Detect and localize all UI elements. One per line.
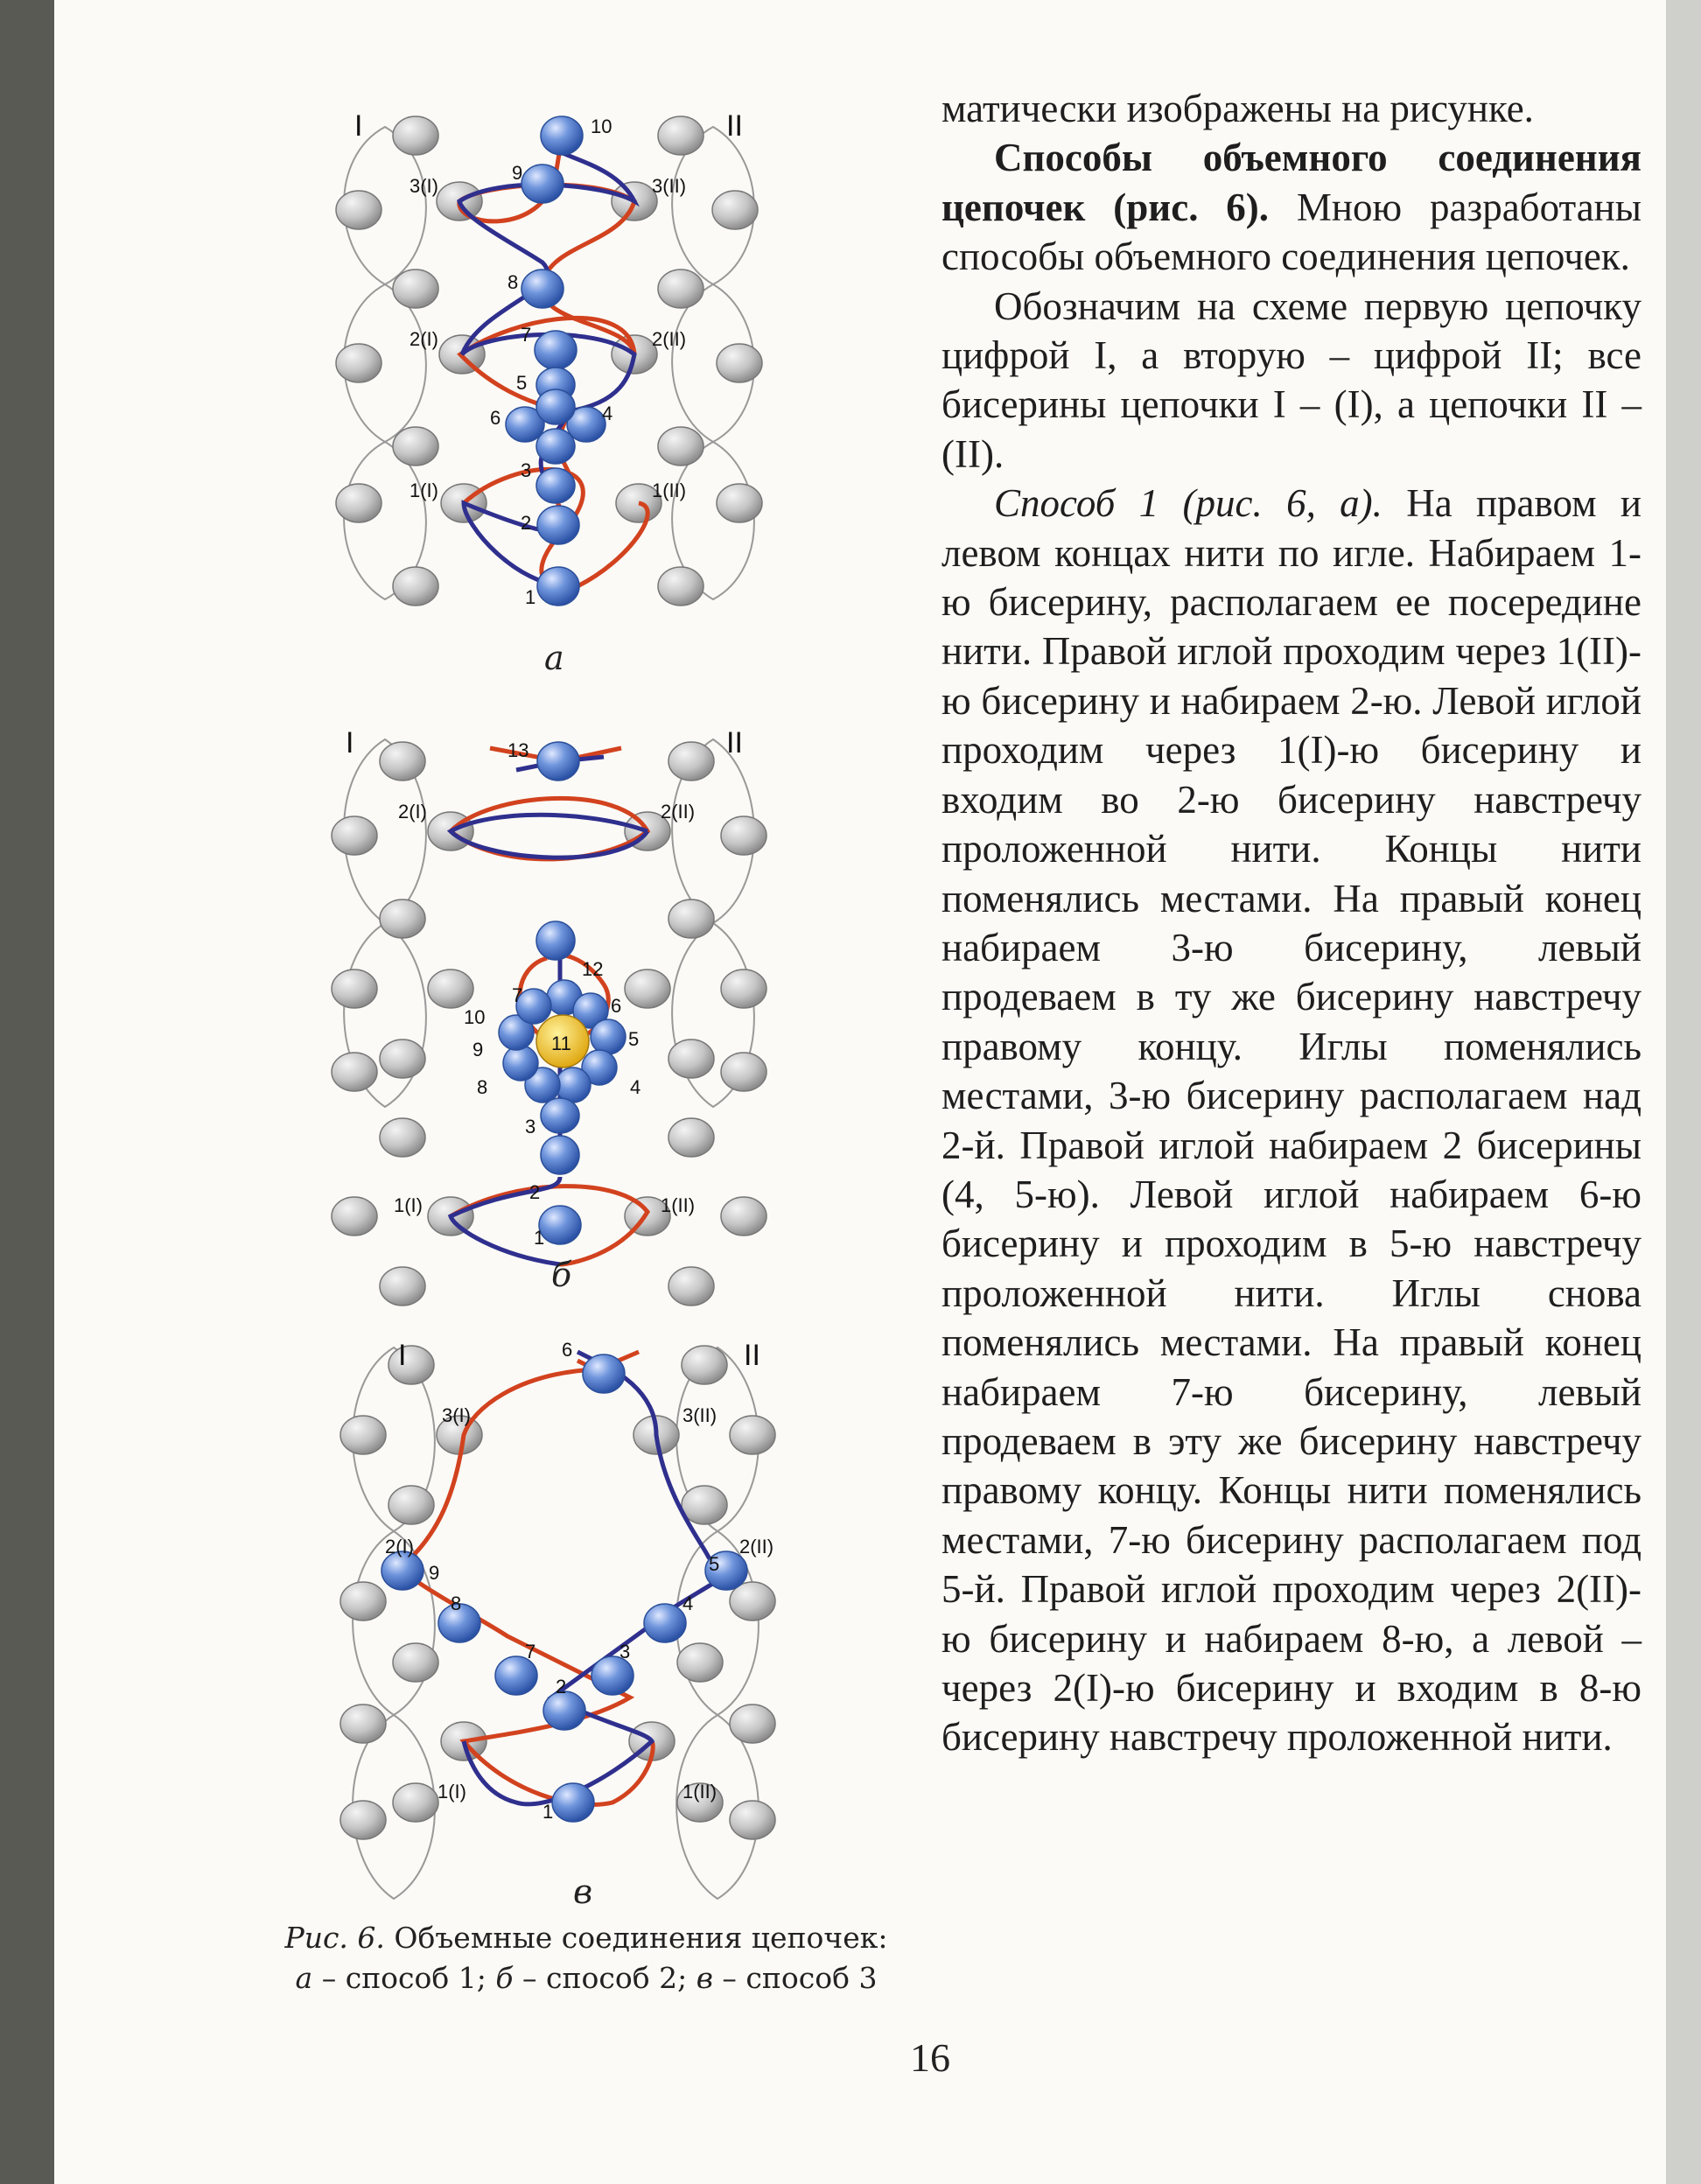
diagram-b (332, 726, 766, 1306)
caption-a-key: а (295, 1961, 313, 1995)
sublabel-a: а (544, 639, 564, 677)
bead-4-c: 4 (682, 1592, 694, 1614)
bead-6-b: 6 (611, 995, 622, 1017)
label-2I-c: 2(I) (385, 1536, 414, 1558)
section-heading: Способы объемного соединения цепочек (рис. 6). (942, 136, 1642, 229)
bead-5-b: 5 (628, 1028, 640, 1050)
label-1II-b: 1(II) (661, 1194, 696, 1216)
label-chain-II-a: II (726, 109, 743, 143)
bead-6-a: 6 (490, 407, 501, 429)
bead-8-b: 8 (477, 1076, 488, 1098)
label-chain-I-c: I (398, 1339, 407, 1372)
label-1I-c: 1(I) (438, 1781, 466, 1802)
page-number: 16 (910, 2035, 950, 2080)
label-chain-II-c: II (744, 1339, 760, 1372)
bead-9-c: 9 (429, 1562, 440, 1584)
caption-a-text: – способ 1; (321, 1961, 486, 1995)
label-1I-b: 1(I) (394, 1194, 423, 1216)
bead-10-a: 10 (591, 116, 612, 137)
caption-c-key: в (696, 1961, 713, 1995)
bead-2-b: 2 (529, 1181, 541, 1203)
bead-diagrams (254, 88, 971, 1995)
label-1II-c: 1(II) (682, 1781, 718, 1802)
bead-12-b: 12 (582, 958, 604, 980)
bead-4-a: 4 (602, 402, 613, 424)
bead-5-c: 5 (709, 1553, 720, 1575)
bead-5-a: 5 (516, 372, 528, 394)
bead-3-a: 3 (521, 459, 532, 481)
bead-7-b: 7 (512, 984, 523, 1006)
paragraph-1: матически изображены на рисунке. (942, 87, 1534, 130)
bead-9-a: 9 (512, 162, 523, 184)
label-2I-a: 2(I) (410, 328, 438, 350)
caption-prefix: Рис. 6. (284, 1921, 385, 1955)
bead-7-c: 7 (525, 1641, 536, 1662)
page-edge (1666, 0, 1701, 2184)
label-chain-I-a: I (354, 109, 363, 143)
sublabel-b: б (551, 1256, 572, 1294)
caption-title: Объемные соединения цепочек: (394, 1921, 888, 1955)
bead-6-c: 6 (562, 1339, 573, 1361)
paragraph-4 (942, 479, 1642, 1762)
label-2I-b: 2(I) (398, 801, 427, 822)
figure-caption (254, 1918, 919, 1998)
caption-b-text: – способ 2; (522, 1961, 688, 1995)
label-chain-II-b: II (726, 726, 743, 760)
bead-2-c: 2 (556, 1676, 567, 1698)
label-1I-a: 1(I) (410, 480, 438, 501)
paragraph-2-text: Мною разработаны способы объемного соединения цепочек. (942, 185, 1642, 279)
body-text (942, 84, 1642, 1762)
bead-9-b: 9 (472, 1039, 484, 1060)
label-3II-a: 3(II) (652, 175, 687, 197)
diagram-a (336, 109, 762, 608)
bead-8-a: 8 (508, 271, 519, 293)
label-1II-a: 1(II) (652, 480, 687, 501)
bead-1-b: 1 (534, 1227, 545, 1249)
label-2II-b: 2(II) (661, 801, 696, 822)
bead-7-a: 7 (521, 324, 532, 346)
bead-1-a: 1 (525, 586, 536, 608)
label-2II-a: 2(II) (652, 328, 687, 350)
bead-1-c: 1 (542, 1801, 554, 1823)
paragraph-4-text: На правом и левом концах нити по игле. Набираем 1-ю бисерину, располагаем ее посередине нити. Правой иглой проходим через 1(II)-ю бисерину и набираем 2-ю. Левой иглой проходим через 1(I)-ю бисерину и входим во 2-ю бисерину навстречу проложенной нити. Концы нити поменялись местами. На правый конец набираем 3-ю бисерину, левый продеваем в ту же бисерину навстречу правому концу. Иглы поменялись местами, 3-ю бисерину располагаем над 2-й. Правой иглой набираем 2 бисерины (4, 5-ю). Левой иглой набираем 6-ю бисерину и проходим в 5-ю навстречу проложенной нити. Иглы снова поменялись местами. На правый конец набираем 7-ю бисерину, левый продеваем в эту же бисерину навстречу правому концу. Концы нити поменялись местами, 7-ю бисерину располагаем под 5-й. Правой иглой проходим через 2(II)-ю бисерину и набираем 8-ю, а левой – через 2(I)-ю бисерину и входим в 8-ю бисерину навстречу проложенной нити. (942, 481, 1642, 1760)
bead-2-a: 2 (521, 512, 532, 534)
bead-4-b: 4 (630, 1076, 641, 1098)
bead-11-b: 11 (551, 1032, 571, 1054)
bead-3-c: 3 (620, 1641, 631, 1662)
sublabel-c: в (573, 1872, 593, 1911)
bead-13-b: 13 (508, 739, 529, 761)
bead-3-b: 3 (525, 1116, 536, 1138)
bead-10-b: 10 (464, 1006, 486, 1028)
label-chain-I-b: I (346, 726, 354, 760)
label-2II-c: 2(II) (739, 1536, 774, 1558)
diagram-c (340, 1339, 775, 1899)
caption-c-text: – способ 3 (722, 1961, 878, 1995)
label-3I-c: 3(I) (442, 1404, 471, 1426)
caption-b-key: б (495, 1961, 514, 1995)
bead-8-c: 8 (451, 1592, 462, 1614)
label-3I-a: 3(I) (410, 175, 438, 197)
method-heading: Способ 1 (рис. 6, а). (994, 481, 1382, 526)
figure-6 (254, 88, 971, 1995)
label-3II-c: 3(II) (682, 1404, 718, 1426)
paragraph-2 (942, 133, 1642, 281)
paragraph-3: Обозначим на схеме первую цепочку цифрой I, а вторую – цифрой II; все бисерины цепочки I – (I), а цепочки II – (II). (942, 284, 1642, 476)
thread-red-c (402, 1352, 653, 1804)
